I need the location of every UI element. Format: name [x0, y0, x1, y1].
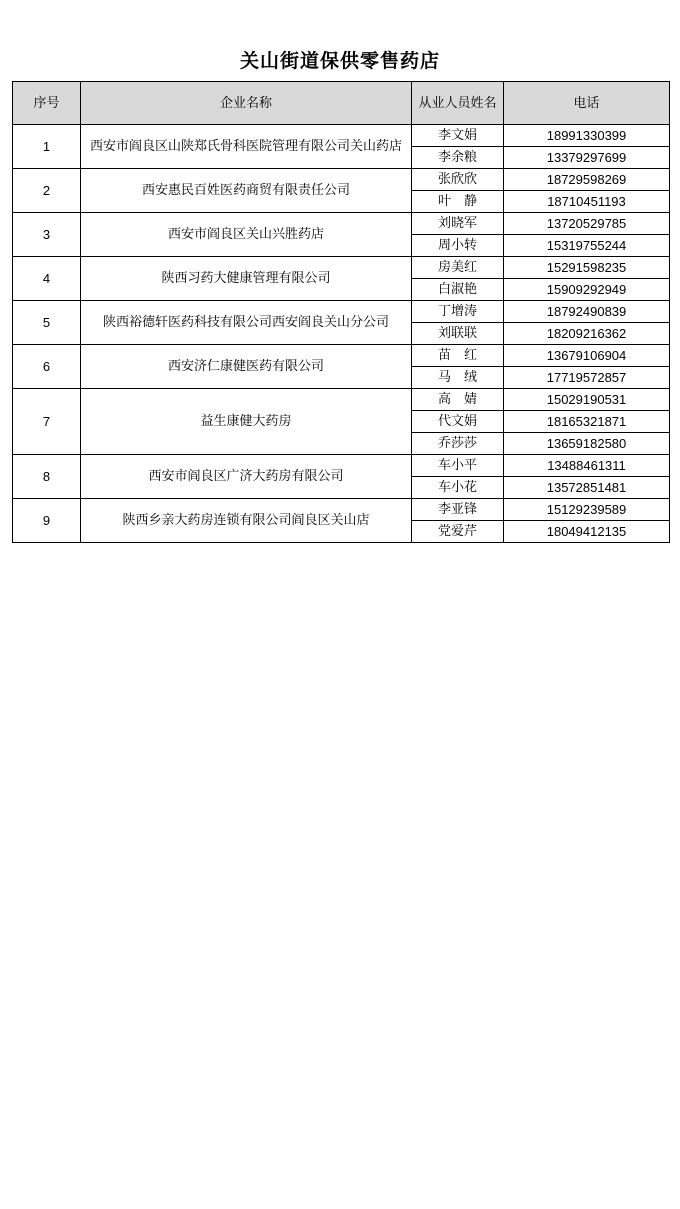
phone-cell: 18710451193 — [504, 191, 670, 213]
phone-cell: 13488461311 — [504, 455, 670, 477]
table-row — [13, 389, 670, 411]
table-row — [13, 301, 670, 323]
table-row — [13, 213, 670, 235]
phone-cell: 15291598235 — [504, 257, 670, 279]
phone-cell: 13572851481 — [504, 477, 670, 499]
phone-cell: 15129239589 — [504, 499, 670, 521]
staff-name-cell: 车小花 — [412, 477, 504, 499]
staff-name-cell: 车小平 — [412, 455, 504, 477]
staff-name-cell: 叶 静 — [412, 191, 504, 213]
staff-name-cell: 党爱芹 — [412, 521, 504, 543]
table-row — [13, 257, 670, 279]
company-name-cell: 陕西裕德轩医药科技有限公司西安阎良关山分公司 — [81, 301, 412, 345]
header-company: 企业名称 — [81, 82, 412, 125]
staff-name-cell: 张欣欣 — [412, 169, 504, 191]
phone-cell: 18729598269 — [504, 169, 670, 191]
phone-cell: 18209216362 — [504, 323, 670, 345]
seq-cell: 3 — [13, 213, 81, 257]
phone-cell: 18165321871 — [504, 411, 670, 433]
staff-name-cell: 房美红 — [412, 257, 504, 279]
phone-cell: 15909292949 — [504, 279, 670, 301]
seq-cell: 8 — [13, 455, 81, 499]
phone-cell: 17719572857 — [504, 367, 670, 389]
company-name-cell: 西安市阎良区山陕郑氏骨科医院管理有限公司关山药店 — [81, 125, 412, 169]
seq-cell: 9 — [13, 499, 81, 543]
phone-cell: 15029190531 — [504, 389, 670, 411]
staff-name-cell: 白淑艳 — [412, 279, 504, 301]
phone-cell: 13679106904 — [504, 345, 670, 367]
page-title: 关山街道保供零售药店 — [239, 50, 440, 72]
staff-name-cell: 代文娟 — [412, 411, 504, 433]
header-row — [13, 82, 670, 125]
staff-name-cell: 高 婧 — [412, 389, 504, 411]
phone-cell: 18991330399 — [504, 125, 670, 147]
header-phone: 电话 — [504, 82, 670, 125]
staff-name-cell: 刘联联 — [412, 323, 504, 345]
phone-cell: 18049412135 — [504, 521, 670, 543]
staff-name-cell: 李亚锋 — [412, 499, 504, 521]
seq-cell: 7 — [13, 389, 81, 455]
table-row — [13, 169, 670, 191]
phone-cell: 15319755244 — [504, 235, 670, 257]
company-name-cell: 西安惠民百姓医药商贸有限责任公司 — [81, 169, 412, 213]
company-name-cell: 西安市阎良区关山兴胜药店 — [81, 213, 412, 257]
seq-cell: 1 — [13, 125, 81, 169]
table-row — [13, 125, 670, 147]
company-name-cell: 益生康健大药房 — [81, 389, 412, 455]
header-staff: 从业人员姓名 — [412, 82, 504, 125]
staff-name-cell: 李余粮 — [412, 147, 504, 169]
company-name-cell: 西安济仁康健医药有限公司 — [81, 345, 412, 389]
staff-name-cell: 马 绒 — [412, 367, 504, 389]
header-seq: 序号 — [13, 82, 81, 125]
company-name-cell: 陕西乡亲大药房连锁有限公司阎良区关山店 — [81, 499, 412, 543]
seq-cell: 4 — [13, 257, 81, 301]
seq-cell: 5 — [13, 301, 81, 345]
staff-name-cell: 苗 红 — [412, 345, 504, 367]
phone-cell: 13720529785 — [504, 213, 670, 235]
staff-name-cell: 乔莎莎 — [412, 433, 504, 455]
table-body — [13, 125, 670, 543]
table-row — [13, 455, 670, 477]
phone-cell: 18792490839 — [504, 301, 670, 323]
phone-cell: 13379297699 — [504, 147, 670, 169]
company-name-cell: 陕西习药大健康管理有限公司 — [81, 257, 412, 301]
table-row — [13, 499, 670, 521]
pharmacy-table — [12, 81, 670, 543]
seq-cell: 2 — [13, 169, 81, 213]
staff-name-cell: 丁增涛 — [412, 301, 504, 323]
seq-cell: 6 — [13, 345, 81, 389]
table-row — [13, 345, 670, 367]
staff-name-cell: 刘晓军 — [412, 213, 504, 235]
phone-cell: 13659182580 — [504, 433, 670, 455]
staff-name-cell: 李文娟 — [412, 125, 504, 147]
company-name-cell: 西安市阎良区广济大药房有限公司 — [81, 455, 412, 499]
staff-name-cell: 周小转 — [412, 235, 504, 257]
